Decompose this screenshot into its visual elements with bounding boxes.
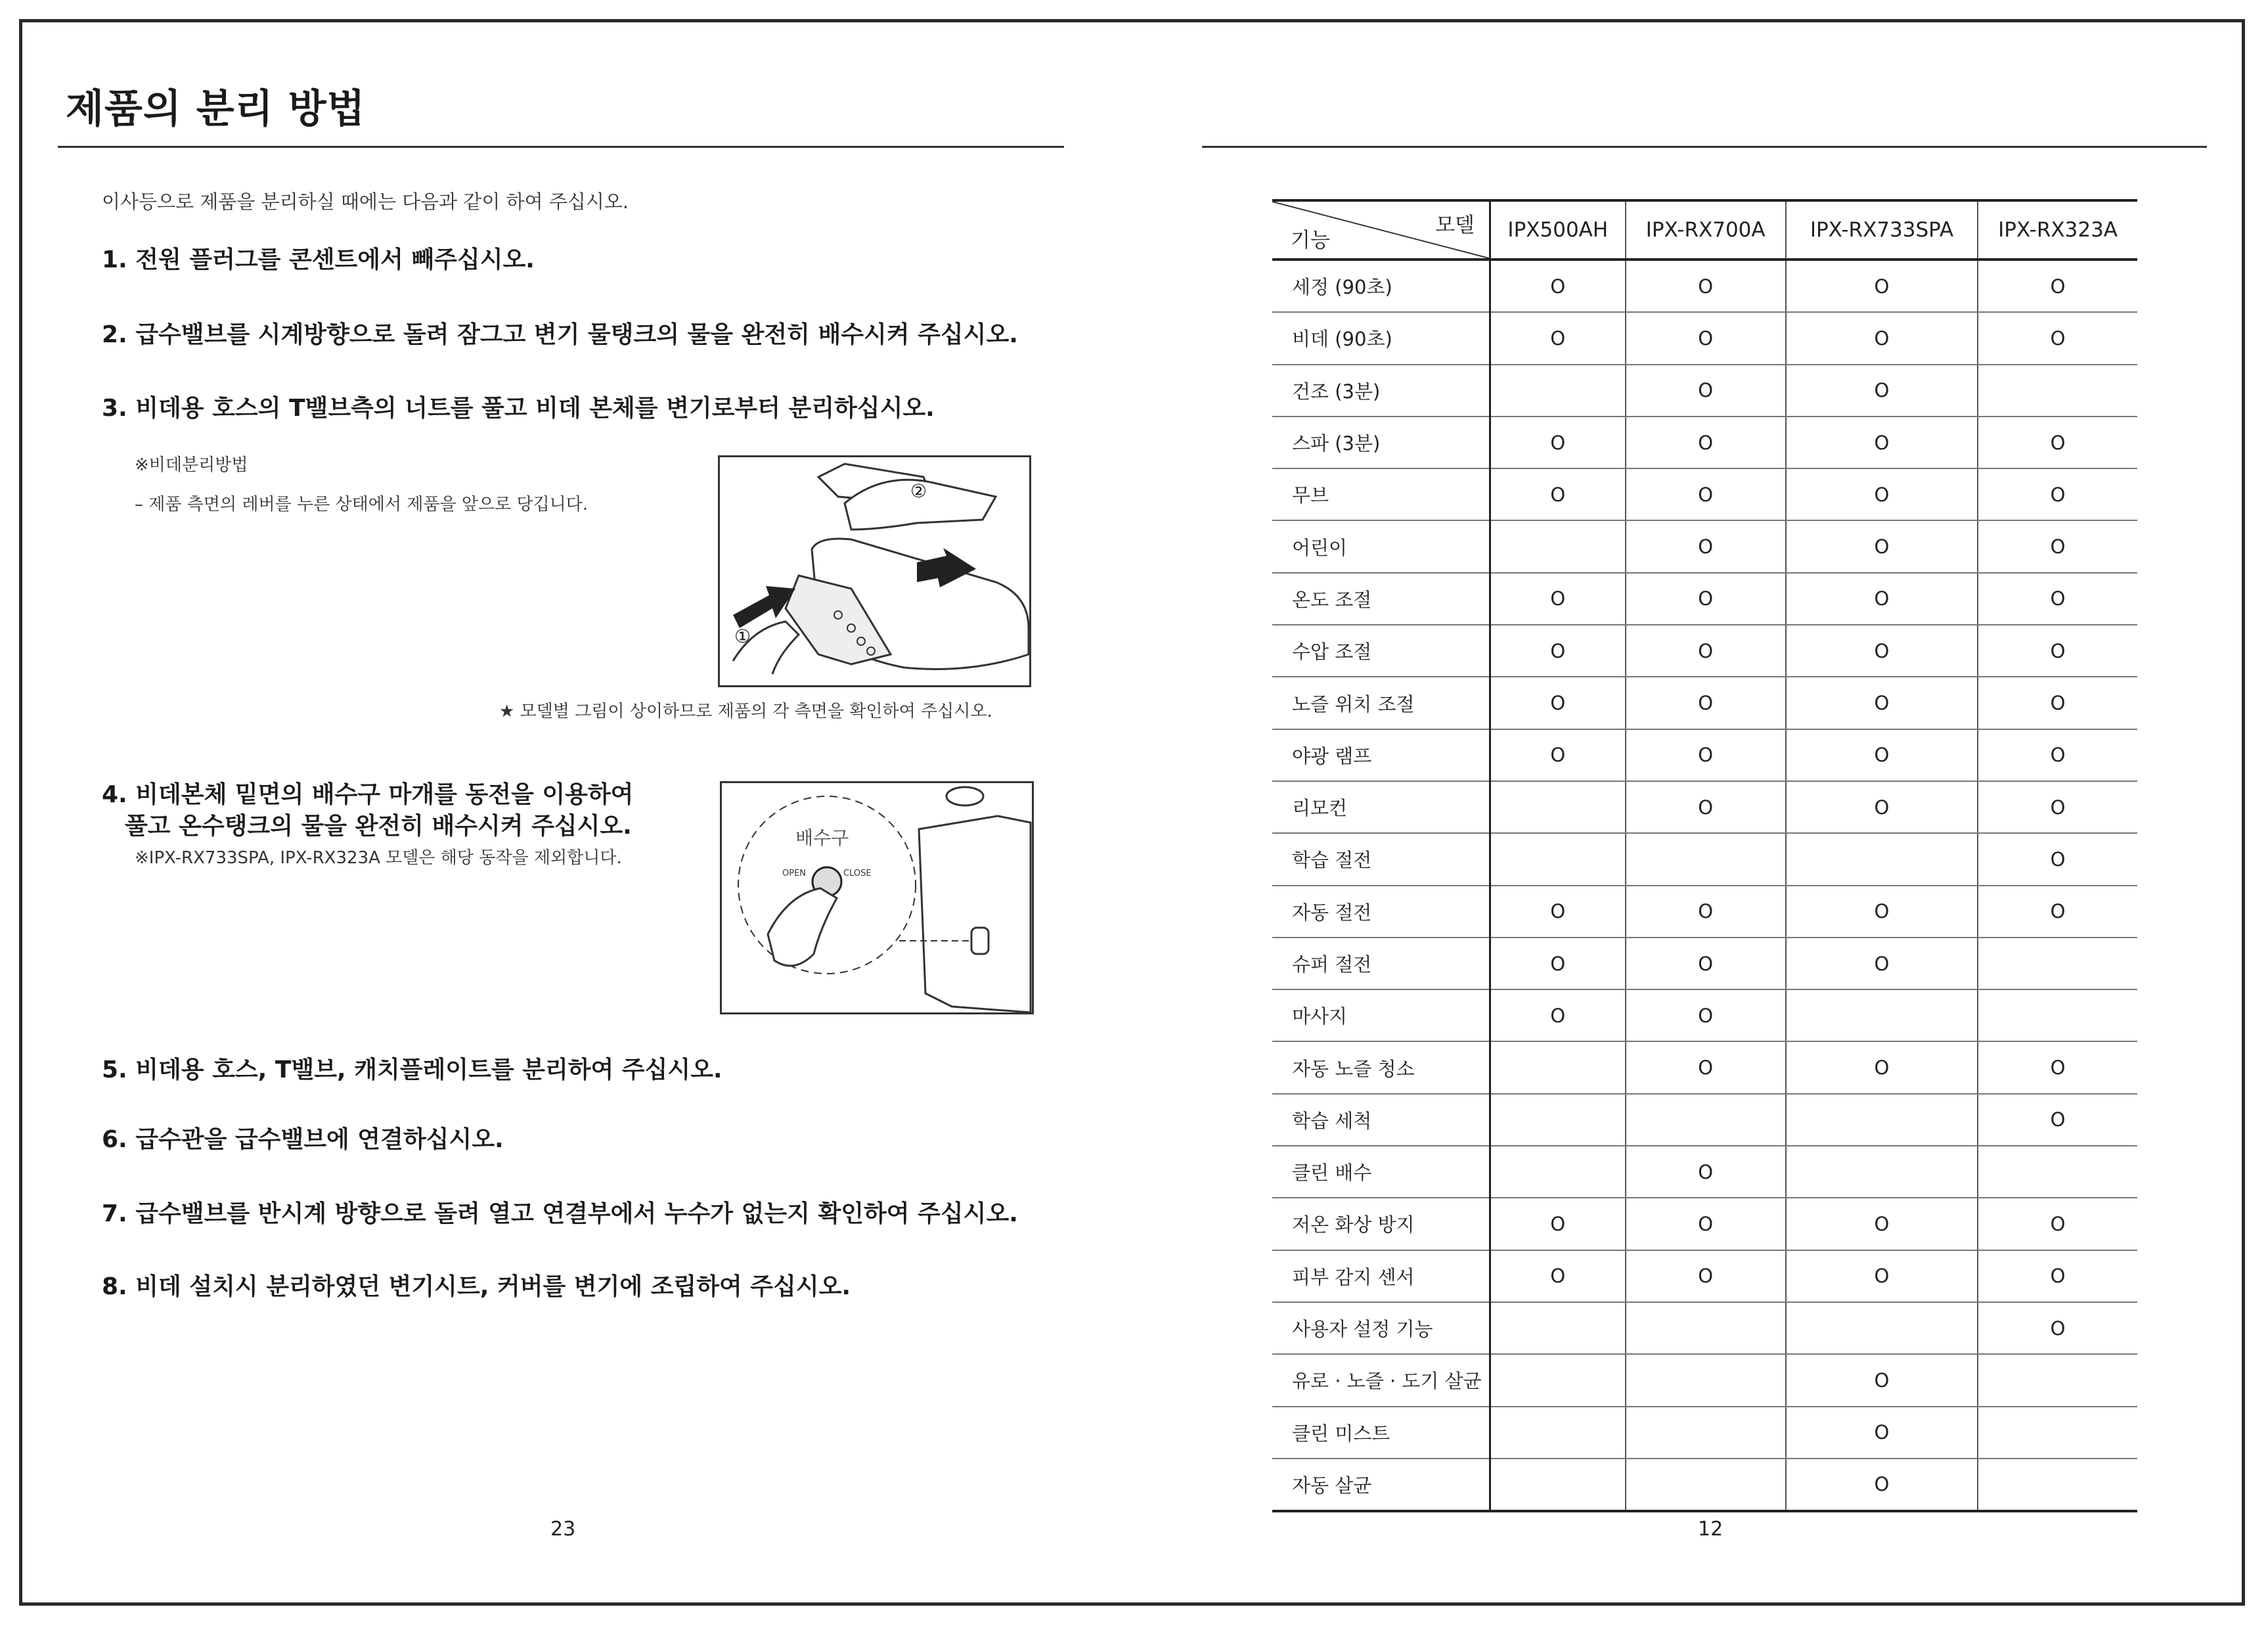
table-row — [1272, 1094, 2137, 1146]
support-mark-cell: O — [1490, 573, 1626, 625]
removal-illustration — [718, 455, 1031, 687]
support-mark-cell: O — [1626, 677, 1786, 729]
table-row — [1272, 312, 2137, 364]
title-rule — [58, 146, 1064, 148]
open-label: OPEN — [782, 869, 807, 878]
support-mark-cell: O — [1978, 781, 2137, 833]
page-number-left: 23 — [550, 1518, 576, 1541]
table-header-row — [1272, 200, 2137, 260]
support-mark-cell: O — [1786, 417, 1978, 468]
removal-note-text: – 제품 측면의 레버를 누른 상태에서 제품을 앞으로 당깁니다. — [135, 495, 589, 514]
intro-text: 이사등으로 제품을 분리하실 때에는 다음과 같이 하여 주십시오. — [102, 191, 629, 213]
support-mark-cell: O — [1978, 573, 2137, 625]
support-mark-cell: O — [1626, 625, 1786, 677]
table-row — [1272, 729, 2137, 781]
table-row — [1272, 833, 2137, 885]
step-1: 1. 전원 플러그를 콘센트에서 빼주십시오. — [102, 246, 535, 273]
support-mark-cell — [1490, 1302, 1626, 1354]
table-row — [1272, 1250, 2137, 1302]
table-row — [1272, 781, 2137, 833]
drain-plug-illustration — [720, 781, 1034, 1014]
feature-name-cell: 건조 (3분) — [1272, 365, 1490, 417]
feature-name-cell: 자동 절전 — [1272, 886, 1490, 938]
table-row — [1272, 1198, 2137, 1250]
support-mark-cell: O — [1786, 781, 1978, 833]
removal-note-title: ※비데분리방법 — [135, 455, 248, 475]
support-mark-cell — [1626, 1094, 1786, 1146]
feature-name-cell: 유로 · 노즐 · 도기 살균 — [1272, 1354, 1490, 1406]
support-mark-cell: O — [1978, 520, 2137, 572]
figure-caption: ★ 모델별 그림이 상이하므로 제품의 각 측면을 확인하여 주십시오. — [499, 702, 992, 721]
right-header-rule — [1202, 146, 2207, 148]
support-mark-cell: O — [1626, 365, 1786, 417]
support-mark-cell — [1786, 1094, 1978, 1146]
support-mark-cell: O — [1490, 417, 1626, 468]
drain-label: 배수구 — [795, 827, 849, 849]
support-mark-cell — [1626, 1407, 1786, 1459]
model-header: IPX-RX733SPA — [1786, 200, 1978, 260]
support-mark-cell: O — [1786, 886, 1978, 938]
bidet-removal-drawing — [720, 457, 1029, 685]
table-row — [1272, 625, 2137, 677]
feature-name-cell: 자동 노즐 청소 — [1272, 1041, 1490, 1093]
support-mark-cell: O — [1978, 1198, 2137, 1250]
support-mark-cell: O — [1978, 417, 2137, 468]
table-row — [1272, 365, 2137, 417]
table-row — [1272, 1354, 2137, 1406]
step-8: 8. 비데 설치시 분리하였던 변기시트, 커버를 변기에 조립하여 주십시오. — [102, 1273, 851, 1300]
support-mark-cell: O — [1626, 573, 1786, 625]
feature-name-cell: 노즐 위치 조절 — [1272, 677, 1490, 729]
feature-name-cell: 피부 감지 센서 — [1272, 1250, 1490, 1302]
support-mark-cell: O — [1786, 1354, 1978, 1406]
table-row — [1272, 1302, 2137, 1354]
support-mark-cell: O — [1626, 938, 1786, 989]
support-mark-cell: O — [1978, 312, 2137, 364]
support-mark-cell: O — [1490, 729, 1626, 781]
support-mark-cell: O — [1490, 260, 1626, 312]
feature-name-cell: 마사지 — [1272, 989, 1490, 1041]
support-mark-cell: O — [1626, 417, 1786, 468]
support-mark-cell: O — [1978, 1250, 2137, 1302]
table-row — [1272, 573, 2137, 625]
support-mark-cell: O — [1626, 886, 1786, 938]
support-mark-cell: O — [1978, 833, 2137, 885]
support-mark-cell: O — [1490, 677, 1626, 729]
table-row — [1272, 989, 2137, 1041]
support-mark-cell: O — [1626, 1250, 1786, 1302]
support-mark-cell: O — [1626, 989, 1786, 1041]
support-mark-cell: O — [1786, 677, 1978, 729]
support-mark-cell — [1786, 833, 1978, 885]
table-row — [1272, 1459, 2137, 1511]
support-mark-cell — [1490, 1041, 1626, 1093]
support-mark-cell: O — [1626, 520, 1786, 572]
support-mark-cell: O — [1626, 781, 1786, 833]
table-row — [1272, 938, 2137, 989]
step-7: 7. 급수밸브를 반시계 방향으로 돌려 열고 연결부에서 누수가 없는지 확인하여 주십시오. — [102, 1200, 1018, 1227]
support-mark-cell: O — [1626, 1041, 1786, 1093]
step-5: 5. 비데용 호스, T밸브, 캐치플레이트를 분리하여 주십시오. — [102, 1056, 723, 1083]
feature-name-cell: 클린 배수 — [1272, 1146, 1490, 1198]
support-mark-cell: O — [1490, 938, 1626, 989]
table-row — [1272, 1146, 2137, 1198]
support-mark-cell: O — [1786, 1041, 1978, 1093]
support-mark-cell — [1626, 1302, 1786, 1354]
support-mark-cell: O — [1626, 312, 1786, 364]
support-mark-cell: O — [1490, 312, 1626, 364]
support-mark-cell: O — [1786, 938, 1978, 989]
support-mark-cell: O — [1786, 312, 1978, 364]
table-row — [1272, 260, 2137, 312]
feature-name-cell: 세정 (90초) — [1272, 260, 1490, 312]
feature-name-cell: 무브 — [1272, 468, 1490, 520]
header-function-label: 기능 — [1291, 229, 1330, 252]
support-mark-cell: O — [1626, 1198, 1786, 1250]
page-title: 제품의 분리 방법 — [66, 86, 366, 132]
support-mark-cell — [1626, 833, 1786, 885]
support-mark-cell — [1978, 938, 2137, 989]
support-mark-cell: O — [1490, 1198, 1626, 1250]
table-row — [1272, 886, 2137, 938]
support-mark-cell — [1978, 1407, 2137, 1459]
support-mark-cell — [1490, 1146, 1626, 1198]
marker-2: ② — [910, 480, 927, 502]
support-mark-cell: O — [1490, 886, 1626, 938]
header-corner-cell — [1272, 200, 1490, 260]
support-mark-cell: O — [1626, 468, 1786, 520]
feature-name-cell: 슈퍼 절전 — [1272, 938, 1490, 989]
support-mark-cell: O — [1626, 260, 1786, 312]
feature-name-cell: 온도 조절 — [1272, 573, 1490, 625]
support-mark-cell: O — [1626, 1146, 1786, 1198]
table-row — [1272, 1407, 2137, 1459]
support-mark-cell: O — [1490, 625, 1626, 677]
support-mark-cell: O — [1786, 365, 1978, 417]
support-mark-cell: O — [1786, 260, 1978, 312]
support-mark-cell: O — [1978, 260, 2137, 312]
table-row — [1272, 677, 2137, 729]
marker-1: ① — [734, 625, 751, 647]
support-mark-cell — [1978, 365, 2137, 417]
model-header: IPX500AH — [1490, 200, 1626, 260]
support-mark-cell — [1978, 1146, 2137, 1198]
feature-name-cell: 클린 미스트 — [1272, 1407, 1490, 1459]
model-header: IPX-RX323A — [1978, 200, 2137, 260]
support-mark-cell — [1490, 781, 1626, 833]
support-mark-cell: O — [1490, 468, 1626, 520]
close-label: CLOSE — [843, 869, 872, 878]
support-mark-cell: O — [1626, 729, 1786, 781]
support-mark-cell: O — [1490, 1250, 1626, 1302]
feature-name-cell: 학습 세척 — [1272, 1094, 1490, 1146]
drain-plug-drawing — [722, 783, 1032, 1012]
feature-name-cell: 스파 (3분) — [1272, 417, 1490, 468]
support-mark-cell — [1490, 1407, 1626, 1459]
step-4-continued: 풀고 온수탱크의 물을 완전히 배수시켜 주십시오. — [125, 813, 632, 840]
feature-name-cell: 리모컨 — [1272, 781, 1490, 833]
support-mark-cell: O — [1978, 1094, 2137, 1146]
support-mark-cell: O — [1786, 520, 1978, 572]
support-mark-cell — [1490, 1094, 1626, 1146]
support-mark-cell: O — [1786, 1198, 1978, 1250]
support-mark-cell: O — [1786, 1407, 1978, 1459]
page-number-right: 12 — [1698, 1518, 1723, 1541]
step-2: 2. 급수밸브를 시계방향으로 돌려 잠그고 변기 물탱크의 물을 완전히 배수시켜 주십시오. — [102, 321, 1018, 348]
feature-name-cell: 어린이 — [1272, 520, 1490, 572]
support-mark-cell — [1490, 833, 1626, 885]
support-mark-cell: O — [1786, 468, 1978, 520]
feature-name-cell: 비데 (90초) — [1272, 312, 1490, 364]
support-mark-cell: O — [1786, 1459, 1978, 1511]
support-mark-cell: O — [1978, 729, 2137, 781]
support-mark-cell — [1490, 365, 1626, 417]
support-mark-cell: O — [1978, 625, 2137, 677]
feature-comparison-table — [1272, 199, 2137, 1512]
table-row — [1272, 417, 2137, 468]
header-model-label: 모델 — [1435, 214, 1475, 237]
support-mark-cell: O — [1490, 989, 1626, 1041]
support-mark-cell — [1786, 1146, 1978, 1198]
support-mark-cell — [1626, 1354, 1786, 1406]
feature-name-cell: 야광 램프 — [1272, 729, 1490, 781]
support-mark-cell: O — [1978, 468, 2137, 520]
support-mark-cell: O — [1978, 677, 2137, 729]
feature-name-cell: 학습 절전 — [1272, 833, 1490, 885]
support-mark-cell: O — [1978, 1302, 2137, 1354]
support-mark-cell: O — [1786, 1250, 1978, 1302]
table-row — [1272, 1041, 2137, 1093]
feature-name-cell: 자동 살균 — [1272, 1459, 1490, 1511]
step-4: 4. 비데본체 밑면의 배수구 마개를 동전을 이용하여 — [102, 781, 634, 808]
step-4-note: ※IPX-RX733SPA, IPX-RX323A 모델은 해당 동작을 제외합니다. — [135, 848, 622, 868]
support-mark-cell — [1978, 989, 2137, 1041]
step-3: 3. 비데용 호스의 T밸브측의 너트를 풀고 비데 본체를 변기로부터 분리하십시오. — [102, 395, 935, 422]
support-mark-cell — [1490, 1459, 1626, 1511]
support-mark-cell: O — [1786, 729, 1978, 781]
support-mark-cell: O — [1978, 1041, 2137, 1093]
support-mark-cell — [1786, 989, 1978, 1041]
support-mark-cell — [1490, 520, 1626, 572]
table-body — [1272, 260, 2137, 1511]
support-mark-cell — [1978, 1354, 2137, 1406]
support-mark-cell: O — [1786, 573, 1978, 625]
feature-name-cell: 수압 조절 — [1272, 625, 1490, 677]
feature-name-cell: 저온 화상 방지 — [1272, 1198, 1490, 1250]
support-mark-cell — [1786, 1302, 1978, 1354]
step-6: 6. 급수관을 급수밸브에 연결하십시오. — [102, 1126, 504, 1153]
table-row — [1272, 520, 2137, 572]
support-mark-cell — [1626, 1459, 1786, 1511]
support-mark-cell — [1490, 1354, 1626, 1406]
feature-name-cell: 사용자 설정 기능 — [1272, 1302, 1490, 1354]
table-row — [1272, 468, 2137, 520]
support-mark-cell: O — [1978, 886, 2137, 938]
support-mark-cell — [1978, 1459, 2137, 1511]
support-mark-cell: O — [1786, 625, 1978, 677]
model-header: IPX-RX700A — [1626, 200, 1786, 260]
